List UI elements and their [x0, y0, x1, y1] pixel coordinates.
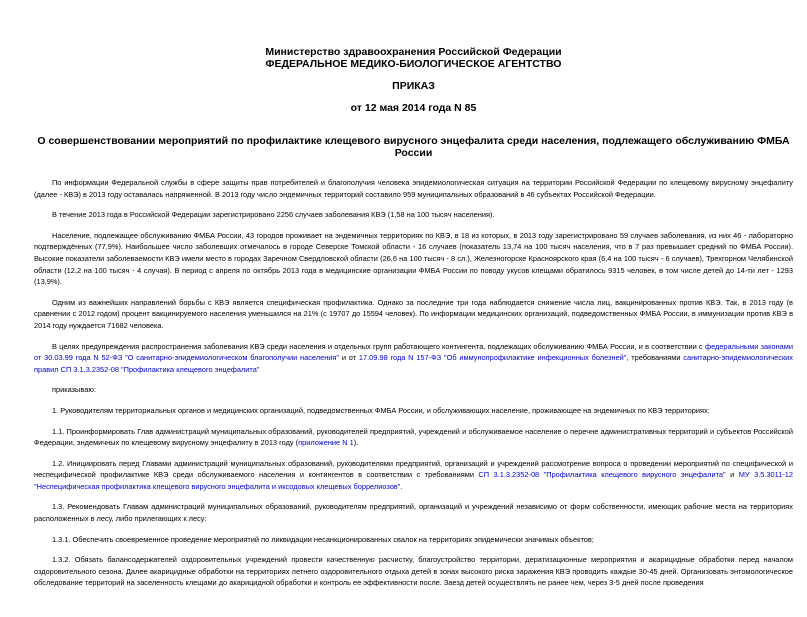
item-1-3-1: 1.3.1. Обеспечить своевременное проведение мероприятий по ликвидации несанкционированных свалок на территориях эпидемически значимых объектов; — [52, 534, 594, 544]
order-word: приказываю: — [52, 385, 96, 395]
item-1-3: 1.3. Рекомендовать Главам администраций муниципальных образований, руководителям предприятий, организаций и учреждений независимо от форм собственности, имеющих рабочие места на территориях расположенных в лесу, либо прилегающих к лесу: — [34, 502, 793, 524]
document-body — [34, 177, 793, 589]
item-1-1 — [34, 426, 793, 449]
item-1-3-2: 1.3.2. Обязать балансодержателей оздоровительных учреждений провести качественную расчистку, благоустройство территории, дератизационные мероприятия и акарицидные обработки перед началом оздоровительного сезона. Далее акарицидные обработки на территориях летнего оздоровительного отдыха детей в зонах высокого риска заражения КВЭ проводить каждые 30-45 дней. Организовать энтомологическое обследование территорий на заселенность клещами до акарицидной обработки и контроль ее эффективности после. Заезд детей осуществлять не ранее чем, через 3-5 дней после проведения — [34, 555, 793, 588]
legal-basis-text-3: , требованиями — [626, 353, 684, 363]
paragraph-situation: По информации Федеральной службы в сфере защиты прав потребителей и благополучия человека эпидемиологическая ситуация на территории Российской Федерации по клещевому вирусному энцефалиту (далее - КВЭ) в 2013 году оставалась напряженной. В 2013 году число эндемичных территорий составило 959 муниципальных образований в 46 субъектах Российской Федерации. — [34, 178, 793, 199]
sanitary-rules-link[interactable]: санитарно-эпидемиологических правил СП 3.1.3.2352-08 "Профилактика клещевого энцефалита" — [34, 353, 793, 374]
order-title: ПРИКАЗ — [392, 80, 435, 92]
item-1-1-end: ). — [353, 438, 359, 448]
legal-basis-text: В целях предупреждения распространения заболевания КВЭ среди населения и отдельных групп работающего контингента, подлежащих обслуживанию ФМБА России, и в соответствии с — [52, 341, 705, 351]
agency-name: ФЕДЕРАЛЬНОЕ МЕДИКО-БИОЛОГИЧЕСКОЕ АГЕНТСТВО — [265, 58, 562, 70]
paragraph-legal-basis — [34, 341, 793, 376]
sp-3-1-3-2352-08-link[interactable]: СП 3.1.3.2352-08 "Профилактика клещевого вирусного энцефалита" — [478, 470, 726, 480]
document-page — [0, 46, 807, 617]
law-157fz-link[interactable]: 17.09.98 года N 157-ФЗ "Об иммунопрофилактике инфекционных болезней" — [358, 353, 627, 363]
item-1-2 — [34, 458, 793, 493]
appendix-1-link[interactable]: приложение N 1 — [298, 438, 354, 448]
legal-basis-text-2: и от — [339, 353, 359, 363]
item-1-2-text: 1.2. Инициировать перед Главами администраций муниципальных образований, руководителями предприятий, организаций и учреждений рассмотрение вопроса о проведении мероприятий по специфической и неспецифической профилактике КВЭ среди обслуживаемого населения и контингентов в соответствии с требованиями — [34, 458, 793, 480]
item-1: 1. Руководителям территориальных органов и медицинских организаций, подведомственных ФМБА России, и обслуживающих население, проживающее на эндемичных по КВЭ территориях: — [52, 405, 710, 415]
item-1-2-end: . — [400, 481, 403, 491]
law-52fz-link[interactable]: федеральными законами от 30.03.99 года N 52-ФЗ "О санитарно-эпидемиологическом благополучии населения" — [34, 341, 793, 363]
item-1-2-and: и — [725, 470, 739, 480]
order-date: от 12 мая 2014 года N 85 — [350, 102, 477, 114]
mu-3-5-3011-12-link[interactable]: МУ 3.5.3011-12 "Неспецифическая профилактика клещевого вирусного энцефалита и иксодовых клещевых боррелиозов" — [34, 470, 793, 491]
item-1-1-text: 1.1. Проинформировать Глав администраций муниципальных образований, руководителей предприятий, учреждений и обслуживаемое население о перечне административных территорий и субъектов Российской Федерации, эндемичных по клещевому вирусному энцефалиту в 2013 году ( — [34, 426, 793, 448]
order-subject: О совершенствовании мероприятий по профилактике клещевого вирусного энцефалита среди населения, подлежащего обслуживанию ФМБА России — [37, 135, 790, 159]
ministry-name: Министерство здравоохранения Российской Федерации — [265, 46, 562, 58]
paragraph-vaccination: Одним из важнейших направлений борьбы с КВЭ является специфическая профилактика. Однако за последние три года наблюдается снижение числа лиц, вакцинированных против КВЭ. Так, в 2013 году (в сравнении с 2012 годом) процент вакцинируемого населения уменьшился на 21% (с 19707 до 15594 человек). По информации медицинских организаций, подведомственных ФМБА России, в иммунизации против КВЭ в 2014 году нуждается 71682 человека. — [34, 297, 793, 330]
paragraph-population: Население, подлежащее обслуживанию ФМБА России, 43 городов проживает на эндемичных территориях по КВЭ, в 18 из которых, в 2013 году зарегистрировано 59 случаев заболевания, из них 46 - лабораторно подтверждённых (77,9%). Наибольшее число заболевших отмечалось в городе Северске Томской области - 16 случаев (показатель 13,74 на 100 тысяч населения, что в 7 раз превышает средний по ФМБА России). Высокие показатели заболеваемости КВЭ имели место в городах Заречном Свердловской области (26,6 на 100 тысяч - 8 сл.), Железногорске Красноярского края (6,4 на 100 тысяч - 6 случаев), Трехгорном Челябинской области (12,2 на 100 тысяч - 4 случая). В период с апреля по октябрь 2013 года в медицинские организации ФМБА России по поводу укусов клещами обратилось 9315 человек, в том числе детей до 14-ти лет - 1293 (13,9%). — [34, 230, 793, 287]
paragraph-cases-2013: В течение 2013 года в Российской Федерации зарегистрировано 2256 случаев заболевания КВЭ (1,58 на 100 тысяч населения). — [52, 210, 495, 220]
